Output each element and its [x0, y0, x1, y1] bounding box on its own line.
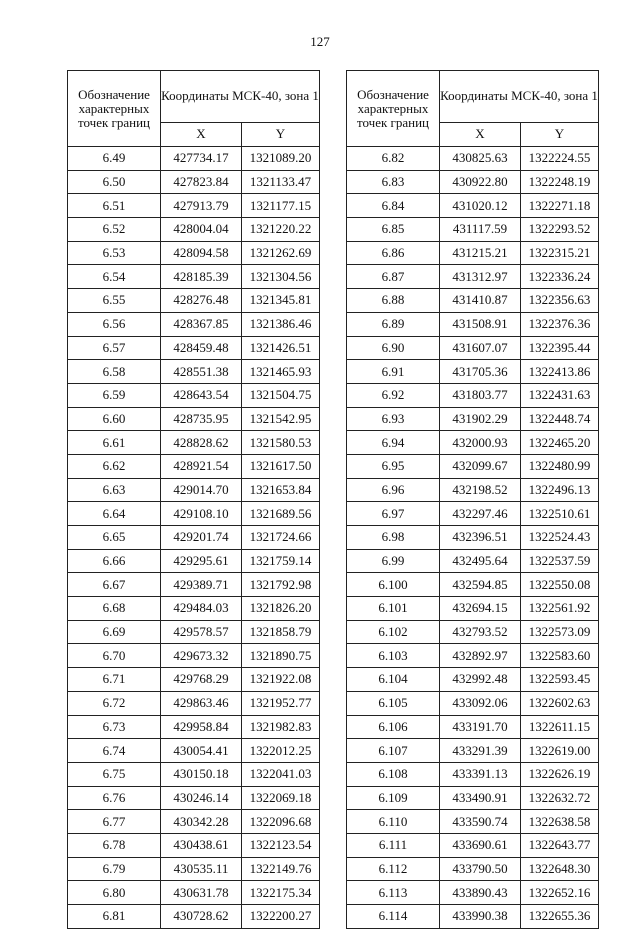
y-coordinate-cell: 1321858.79	[242, 620, 320, 644]
point-label-cell: 6.75	[68, 762, 161, 786]
y-coordinate-cell: 1321724.66	[242, 526, 320, 550]
x-coordinate-cell: 432892.97	[440, 644, 521, 668]
y-coordinate-cell: 1322611.15	[521, 715, 599, 739]
table-row	[347, 715, 599, 739]
point-label-cell: 6.108	[347, 762, 440, 786]
x-coordinate-cell: 427913.79	[161, 194, 242, 218]
x-coordinate-cell: 433690.61	[440, 833, 521, 857]
point-label-cell: 6.69	[68, 620, 161, 644]
x-coordinate-cell: 427734.17	[161, 147, 242, 171]
y-coordinate-cell: 1321653.84	[242, 478, 320, 502]
table-row	[347, 289, 599, 313]
x-coordinate-cell: 430728.62	[161, 905, 242, 929]
page-number: 127	[310, 34, 330, 49]
x-coordinate-cell: 432594.85	[440, 573, 521, 597]
table-row	[347, 383, 599, 407]
header-point-label: Обозначение характерных точек границ	[347, 71, 440, 147]
point-label-cell: 6.68	[68, 597, 161, 621]
x-coordinate-cell: 432297.46	[440, 502, 521, 526]
table-row	[347, 644, 599, 668]
x-coordinate-cell: 428921.54	[161, 454, 242, 478]
table-row	[68, 407, 320, 431]
table-row	[68, 715, 320, 739]
point-label-cell: 6.98	[347, 526, 440, 550]
y-coordinate-cell: 1322652.16	[521, 881, 599, 905]
y-coordinate-cell: 1322561.92	[521, 597, 599, 621]
y-coordinate-cell: 1321262.69	[242, 241, 320, 265]
table-row	[68, 265, 320, 289]
x-coordinate-cell: 431803.77	[440, 383, 521, 407]
point-label-cell: 6.92	[347, 383, 440, 407]
point-label-cell: 6.71	[68, 668, 161, 692]
point-label-cell: 6.63	[68, 478, 161, 502]
x-coordinate-cell: 428367.85	[161, 312, 242, 336]
y-coordinate-cell: 1322012.25	[242, 739, 320, 763]
table-body-right	[347, 147, 599, 929]
point-label-cell: 6.53	[68, 241, 161, 265]
point-label-cell: 6.72	[68, 691, 161, 715]
point-label-cell: 6.87	[347, 265, 440, 289]
y-coordinate-cell: 1321952.77	[242, 691, 320, 715]
table-row	[347, 833, 599, 857]
y-coordinate-cell: 1321426.51	[242, 336, 320, 360]
y-coordinate-cell: 1322123.54	[242, 833, 320, 857]
x-coordinate-cell: 431410.87	[440, 289, 521, 313]
point-label-cell: 6.77	[68, 810, 161, 834]
table-row	[68, 668, 320, 692]
y-coordinate-cell: 1322626.19	[521, 762, 599, 786]
header-point-label: Обозначение характерных точек границ	[68, 71, 161, 147]
point-label-cell: 6.64	[68, 502, 161, 526]
header-coordinate-system: Координаты МСК-40, зона 1	[440, 71, 599, 123]
table-row	[347, 549, 599, 573]
table-row	[347, 857, 599, 881]
x-coordinate-cell: 433790.50	[440, 857, 521, 881]
table-row	[347, 597, 599, 621]
point-label-cell: 6.94	[347, 431, 440, 455]
y-coordinate-cell: 1321542.95	[242, 407, 320, 431]
y-coordinate-cell: 1322643.77	[521, 833, 599, 857]
x-coordinate-cell: 429863.46	[161, 691, 242, 715]
y-coordinate-cell: 1322510.61	[521, 502, 599, 526]
x-coordinate-cell: 431020.12	[440, 194, 521, 218]
y-coordinate-cell: 1322632.72	[521, 786, 599, 810]
table-row	[347, 905, 599, 929]
table-row	[347, 454, 599, 478]
point-label-cell: 6.107	[347, 739, 440, 763]
header-y: Y	[521, 122, 599, 146]
table-row	[68, 218, 320, 242]
x-coordinate-cell: 428094.58	[161, 241, 242, 265]
y-coordinate-cell: 1321304.56	[242, 265, 320, 289]
x-coordinate-cell: 433092.06	[440, 691, 521, 715]
y-coordinate-cell: 1322413.86	[521, 360, 599, 384]
y-coordinate-cell: 1322524.43	[521, 526, 599, 550]
point-label-cell: 6.82	[347, 147, 440, 171]
table-row	[347, 218, 599, 242]
table-row	[68, 786, 320, 810]
point-label-cell: 6.65	[68, 526, 161, 550]
table-row	[68, 454, 320, 478]
point-label-cell: 6.60	[68, 407, 161, 431]
y-coordinate-cell: 1322537.59	[521, 549, 599, 573]
x-coordinate-cell: 433490.91	[440, 786, 521, 810]
x-coordinate-cell: 428276.48	[161, 289, 242, 313]
point-label-cell: 6.61	[68, 431, 161, 455]
y-coordinate-cell: 1321689.56	[242, 502, 320, 526]
point-label-cell: 6.111	[347, 833, 440, 857]
x-coordinate-cell: 429295.61	[161, 549, 242, 573]
x-coordinate-cell: 430342.28	[161, 810, 242, 834]
point-label-cell: 6.57	[68, 336, 161, 360]
point-label-cell: 6.100	[347, 573, 440, 597]
point-label-cell: 6.86	[347, 241, 440, 265]
table-row	[347, 265, 599, 289]
x-coordinate-cell: 430054.41	[161, 739, 242, 763]
point-label-cell: 6.88	[347, 289, 440, 313]
point-label-cell: 6.110	[347, 810, 440, 834]
table-row	[68, 194, 320, 218]
table-row	[68, 312, 320, 336]
x-coordinate-cell: 433291.39	[440, 739, 521, 763]
x-coordinate-cell: 429958.84	[161, 715, 242, 739]
y-coordinate-cell: 1322573.09	[521, 620, 599, 644]
table-row	[68, 526, 320, 550]
table-row	[68, 478, 320, 502]
point-label-cell: 6.76	[68, 786, 161, 810]
y-coordinate-cell: 1321890.75	[242, 644, 320, 668]
point-label-cell: 6.95	[347, 454, 440, 478]
y-coordinate-cell: 1322448.74	[521, 407, 599, 431]
table-row	[347, 431, 599, 455]
point-label-cell: 6.84	[347, 194, 440, 218]
point-label-cell: 6.106	[347, 715, 440, 739]
x-coordinate-cell: 428459.48	[161, 336, 242, 360]
x-coordinate-cell: 432396.51	[440, 526, 521, 550]
y-coordinate-cell: 1322315.21	[521, 241, 599, 265]
header-coordinate-system: Координаты МСК-40, зона 1	[161, 71, 320, 123]
x-coordinate-cell: 429389.71	[161, 573, 242, 597]
table-row	[68, 502, 320, 526]
y-coordinate-cell: 1322041.03	[242, 762, 320, 786]
table-row	[68, 739, 320, 763]
table-row	[68, 241, 320, 265]
table-row	[68, 147, 320, 171]
y-coordinate-cell: 1321759.14	[242, 549, 320, 573]
point-label-cell: 6.113	[347, 881, 440, 905]
x-coordinate-cell: 432694.15	[440, 597, 521, 621]
table-row	[68, 360, 320, 384]
table-row	[68, 597, 320, 621]
table-row	[347, 194, 599, 218]
point-label-cell: 6.114	[347, 905, 440, 929]
table-row	[347, 739, 599, 763]
x-coordinate-cell: 429201.74	[161, 526, 242, 550]
point-label-cell: 6.49	[68, 147, 161, 171]
y-coordinate-cell: 1322593.45	[521, 668, 599, 692]
x-coordinate-cell: 432000.93	[440, 431, 521, 455]
x-coordinate-cell: 430825.63	[440, 147, 521, 171]
point-label-cell: 6.70	[68, 644, 161, 668]
x-coordinate-cell: 433890.43	[440, 881, 521, 905]
y-coordinate-cell: 1322293.52	[521, 218, 599, 242]
table-row	[347, 360, 599, 384]
table-row	[68, 762, 320, 786]
y-coordinate-cell: 1322648.30	[521, 857, 599, 881]
point-label-cell: 6.73	[68, 715, 161, 739]
point-label-cell: 6.62	[68, 454, 161, 478]
x-coordinate-cell: 431215.21	[440, 241, 521, 265]
y-coordinate-cell: 1322480.99	[521, 454, 599, 478]
table-row	[347, 170, 599, 194]
table-row	[347, 762, 599, 786]
y-coordinate-cell: 1322619.00	[521, 739, 599, 763]
y-coordinate-cell: 1322336.24	[521, 265, 599, 289]
table-row	[347, 573, 599, 597]
x-coordinate-cell: 431902.29	[440, 407, 521, 431]
x-coordinate-cell: 431607.07	[440, 336, 521, 360]
x-coordinate-cell: 430246.14	[161, 786, 242, 810]
y-coordinate-cell: 1321345.81	[242, 289, 320, 313]
point-label-cell: 6.85	[347, 218, 440, 242]
x-coordinate-cell: 432198.52	[440, 478, 521, 502]
y-coordinate-cell: 1322096.68	[242, 810, 320, 834]
y-coordinate-cell: 1322395.44	[521, 336, 599, 360]
x-coordinate-cell: 433191.70	[440, 715, 521, 739]
header-x: X	[161, 122, 242, 146]
table-row	[68, 289, 320, 313]
point-label-cell: 6.55	[68, 289, 161, 313]
coordinates-table-left	[67, 70, 320, 929]
point-label-cell: 6.59	[68, 383, 161, 407]
x-coordinate-cell: 427823.84	[161, 170, 242, 194]
x-coordinate-cell: 433990.38	[440, 905, 521, 929]
table-row	[347, 241, 599, 265]
table-row	[68, 905, 320, 929]
table-row	[68, 881, 320, 905]
table-row	[347, 881, 599, 905]
header-y: Y	[242, 122, 320, 146]
table-row	[347, 786, 599, 810]
point-label-cell: 6.109	[347, 786, 440, 810]
point-label-cell: 6.96	[347, 478, 440, 502]
x-coordinate-cell: 428735.95	[161, 407, 242, 431]
x-coordinate-cell: 428004.04	[161, 218, 242, 242]
y-coordinate-cell: 1322583.60	[521, 644, 599, 668]
y-coordinate-cell: 1321386.46	[242, 312, 320, 336]
table-row	[347, 336, 599, 360]
point-label-cell: 6.99	[347, 549, 440, 573]
y-coordinate-cell: 1321792.98	[242, 573, 320, 597]
table-row	[347, 478, 599, 502]
y-coordinate-cell: 1322069.18	[242, 786, 320, 810]
y-coordinate-cell: 1321922.08	[242, 668, 320, 692]
table-row	[347, 691, 599, 715]
y-coordinate-cell: 1322550.08	[521, 573, 599, 597]
x-coordinate-cell: 430922.80	[440, 170, 521, 194]
table-row	[68, 170, 320, 194]
point-label-cell: 6.83	[347, 170, 440, 194]
point-label-cell: 6.78	[68, 833, 161, 857]
point-label-cell: 6.54	[68, 265, 161, 289]
coordinates-table-right	[346, 70, 599, 929]
table-row	[68, 431, 320, 455]
point-label-cell: 6.66	[68, 549, 161, 573]
x-coordinate-cell: 429768.29	[161, 668, 242, 692]
y-coordinate-cell: 1321504.75	[242, 383, 320, 407]
x-coordinate-cell: 431508.91	[440, 312, 521, 336]
x-coordinate-cell: 428551.38	[161, 360, 242, 384]
point-label-cell: 6.56	[68, 312, 161, 336]
y-coordinate-cell: 1322175.34	[242, 881, 320, 905]
y-coordinate-cell: 1321982.83	[242, 715, 320, 739]
x-coordinate-cell: 428643.54	[161, 383, 242, 407]
point-label-cell: 6.51	[68, 194, 161, 218]
table-row	[68, 810, 320, 834]
point-label-cell: 6.103	[347, 644, 440, 668]
point-label-cell: 6.50	[68, 170, 161, 194]
x-coordinate-cell: 429014.70	[161, 478, 242, 502]
table-row	[347, 147, 599, 171]
table-row	[347, 312, 599, 336]
point-label-cell: 6.67	[68, 573, 161, 597]
point-label-cell: 6.80	[68, 881, 161, 905]
table-row	[347, 810, 599, 834]
point-label-cell: 6.79	[68, 857, 161, 881]
y-coordinate-cell: 1321826.20	[242, 597, 320, 621]
x-coordinate-cell: 431312.97	[440, 265, 521, 289]
table-row	[68, 644, 320, 668]
y-coordinate-cell: 1322149.76	[242, 857, 320, 881]
table-row	[68, 573, 320, 597]
x-coordinate-cell: 432992.48	[440, 668, 521, 692]
table-row	[68, 549, 320, 573]
x-coordinate-cell: 428828.62	[161, 431, 242, 455]
y-coordinate-cell: 1322224.55	[521, 147, 599, 171]
table-row	[68, 383, 320, 407]
x-coordinate-cell: 428185.39	[161, 265, 242, 289]
point-label-cell: 6.105	[347, 691, 440, 715]
table-row	[347, 407, 599, 431]
y-coordinate-cell: 1322638.58	[521, 810, 599, 834]
x-coordinate-cell: 430438.61	[161, 833, 242, 857]
point-label-cell: 6.89	[347, 312, 440, 336]
x-coordinate-cell: 429673.32	[161, 644, 242, 668]
table-row	[347, 620, 599, 644]
x-coordinate-cell: 432793.52	[440, 620, 521, 644]
x-coordinate-cell: 431705.36	[440, 360, 521, 384]
header-x: X	[440, 122, 521, 146]
x-coordinate-cell: 433391.13	[440, 762, 521, 786]
x-coordinate-cell: 432495.64	[440, 549, 521, 573]
point-label-cell: 6.104	[347, 668, 440, 692]
y-coordinate-cell: 1322200.27	[242, 905, 320, 929]
x-coordinate-cell: 429108.10	[161, 502, 242, 526]
point-label-cell: 6.74	[68, 739, 161, 763]
x-coordinate-cell: 429484.03	[161, 597, 242, 621]
x-coordinate-cell: 430631.78	[161, 881, 242, 905]
table-row	[68, 620, 320, 644]
point-label-cell: 6.112	[347, 857, 440, 881]
y-coordinate-cell: 1321133.47	[242, 170, 320, 194]
point-label-cell: 6.90	[347, 336, 440, 360]
table-row	[347, 668, 599, 692]
point-label-cell: 6.91	[347, 360, 440, 384]
y-coordinate-cell: 1322496.13	[521, 478, 599, 502]
y-coordinate-cell: 1321089.20	[242, 147, 320, 171]
y-coordinate-cell: 1321220.22	[242, 218, 320, 242]
y-coordinate-cell: 1322655.36	[521, 905, 599, 929]
table-row	[68, 691, 320, 715]
x-coordinate-cell: 433590.74	[440, 810, 521, 834]
table-row	[68, 833, 320, 857]
x-coordinate-cell: 432099.67	[440, 454, 521, 478]
y-coordinate-cell: 1321617.50	[242, 454, 320, 478]
point-label-cell: 6.81	[68, 905, 161, 929]
y-coordinate-cell: 1322271.18	[521, 194, 599, 218]
table-row	[347, 502, 599, 526]
y-coordinate-cell: 1322248.19	[521, 170, 599, 194]
y-coordinate-cell: 1321465.93	[242, 360, 320, 384]
table-row	[68, 336, 320, 360]
y-coordinate-cell: 1322376.36	[521, 312, 599, 336]
table-body-left	[68, 147, 320, 929]
point-label-cell: 6.52	[68, 218, 161, 242]
y-coordinate-cell: 1321177.15	[242, 194, 320, 218]
point-label-cell: 6.97	[347, 502, 440, 526]
y-coordinate-cell: 1322356.63	[521, 289, 599, 313]
point-label-cell: 6.93	[347, 407, 440, 431]
y-coordinate-cell: 1322431.63	[521, 383, 599, 407]
x-coordinate-cell: 430150.18	[161, 762, 242, 786]
x-coordinate-cell: 431117.59	[440, 218, 521, 242]
point-label-cell: 6.102	[347, 620, 440, 644]
y-coordinate-cell: 1321580.53	[242, 431, 320, 455]
table-row	[347, 526, 599, 550]
y-coordinate-cell: 1322602.63	[521, 691, 599, 715]
table-row	[68, 857, 320, 881]
x-coordinate-cell: 430535.11	[161, 857, 242, 881]
point-label-cell: 6.101	[347, 597, 440, 621]
x-coordinate-cell: 429578.57	[161, 620, 242, 644]
point-label-cell: 6.58	[68, 360, 161, 384]
y-coordinate-cell: 1322465.20	[521, 431, 599, 455]
